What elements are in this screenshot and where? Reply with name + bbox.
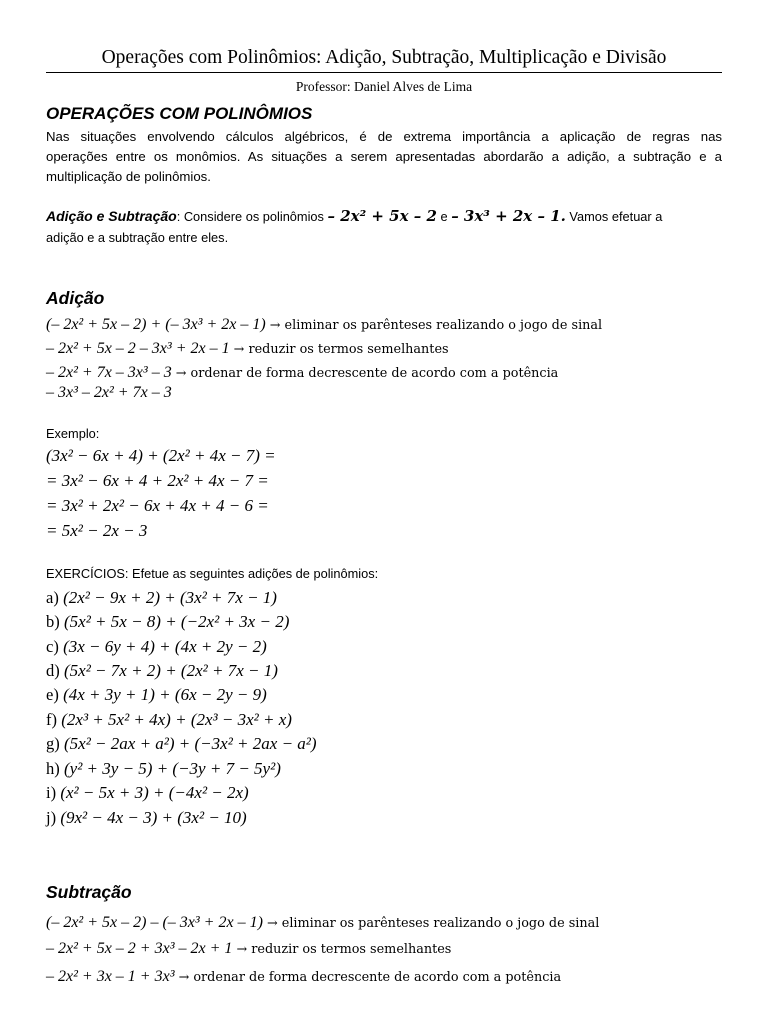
exercise-expression: (3x − 6y + 4) + (4x + 2y − 2) <box>63 637 267 656</box>
step-expression: – 2x² + 7x – 3x³ – 3 <box>46 364 172 381</box>
exercise-item <box>46 734 317 754</box>
step-note: → eliminar os parênteses realizando o jogo de sinal <box>262 916 600 931</box>
addsub-tail: Vamos efetuar a <box>565 209 663 224</box>
subtracao-step <box>46 968 561 986</box>
adicao-step <box>46 364 558 382</box>
exercise-id: i) <box>46 783 57 802</box>
exercise-item <box>46 637 267 657</box>
exercise-expression: (9x² − 4x − 3) + (3x² − 10) <box>60 808 247 827</box>
section-title: OPERAÇÕES COM POLINÔMIOS <box>46 104 313 123</box>
exemplo-line <box>46 521 147 541</box>
step-note: → eliminar os parênteses realizando o jogo de sinal <box>265 318 603 333</box>
addsub-conj: e <box>436 209 452 224</box>
exercise-id: f) <box>46 710 57 729</box>
polynomial-1: – 2x² + 5x – 2 <box>327 207 437 225</box>
exemplo-label: Exemplo: <box>46 426 100 441</box>
exercise-expression: (5x² − 7x + 2) + (2x² + 7x − 1) <box>64 661 278 680</box>
adicao-step <box>46 340 449 358</box>
exercise-id: d) <box>46 661 60 680</box>
exemplo-line <box>46 446 276 466</box>
step-note: → reduzir os termos semelhantes <box>229 342 449 357</box>
exemplo-line <box>46 496 269 516</box>
exercise-id: c) <box>46 637 59 656</box>
intro-line: multiplicação de polinômios. <box>46 169 211 184</box>
exercise-expression: (x² − 5x + 3) + (−4x² − 2x) <box>60 783 249 802</box>
addsub-lead: : Considere os polinômios <box>176 209 328 224</box>
document-title: Operações com Polinômios: Adição, Subtração, Multiplicação e Divisão <box>101 47 667 68</box>
step-expression: – 2x² + 3x – 1 + 3x³ <box>46 968 175 985</box>
step-expression: (– 2x² + 5x – 2) + (– 3x³ + 2x – 1) <box>46 316 266 333</box>
exercise-id: b) <box>46 612 60 631</box>
step-expression: – 2x² + 5x – 2 + 3x³ – 2x + 1 <box>46 940 233 957</box>
step-note: → ordenar de forma decrescente de acordo com a potência <box>174 970 562 985</box>
exercicios-label: EXERCÍCIOS: Efetue as seguintes adições de polinômios: <box>46 566 379 581</box>
step-expression: – 3x³ – 2x² + 7x – 3 <box>46 384 172 401</box>
adicao-step <box>46 316 602 334</box>
exemplo-expression: = 3x² + 2x² − 6x + 4x + 4 − 6 = <box>46 496 269 515</box>
exercise-id: a) <box>46 588 59 607</box>
exercise-item <box>46 588 277 608</box>
exercise-expression: (5x² + 5x − 8) + (−2x² + 3x − 2) <box>64 612 290 631</box>
title-divider <box>46 72 722 73</box>
adicao-step <box>46 384 172 402</box>
exemplo-line <box>46 471 269 491</box>
exercise-item <box>46 783 249 803</box>
exercise-item <box>46 661 278 681</box>
exercise-id: g) <box>46 734 60 753</box>
exercise-item <box>46 612 289 632</box>
exercise-expression: (y² + 3y − 5) + (−3y + 7 − 5y²) <box>64 759 281 778</box>
exemplo-expression: (3x² − 6x + 4) + (2x² + 4x − 7) = <box>46 446 276 465</box>
step-expression: – 2x² + 5x – 2 – 3x³ + 2x – 1 <box>46 340 230 357</box>
addsub-intro <box>46 207 662 225</box>
exercise-id: e) <box>46 685 59 704</box>
exercise-item <box>46 710 292 730</box>
intro-paragraph <box>46 127 722 187</box>
exercise-id: h) <box>46 759 60 778</box>
exemplo-expression: = 5x² − 2x − 3 <box>46 521 148 540</box>
exercise-expression: (2x³ + 5x² + 4x) + (2x³ − 3x² + x) <box>61 710 292 729</box>
intro-line: operações entre os monômios. As situações a serem apresentadas abordarão a adição, a subtração e a <box>46 149 722 164</box>
exercise-id: j) <box>46 808 57 827</box>
exercise-item <box>46 759 281 779</box>
step-note: → ordenar de forma decrescente de acordo com a potência <box>171 366 559 381</box>
subtracao-step <box>46 940 451 958</box>
subtracao-step <box>46 914 599 932</box>
professor-line: Professor: Daniel Alves de Lima <box>295 79 473 94</box>
addsub-label: Adição e Subtração <box>46 208 177 224</box>
polynomial-2: – 3x³ + 2x – 1. <box>451 207 566 225</box>
exercise-item <box>46 808 247 828</box>
exercise-expression: (5x² − 2ax + a²) + (−3x² + 2ax − a²) <box>64 734 317 753</box>
addsub-intro-line2: adição e a subtração entre eles. <box>46 230 229 245</box>
step-expression: (– 2x² + 5x – 2) – (– 3x³ + 2x – 1) <box>46 914 263 931</box>
intro-line: Nas situações envolvendo cálculos algébricos, é de extrema importância a aplicação de regras nas <box>46 129 722 144</box>
exercise-item <box>46 685 267 705</box>
subtracao-heading: Subtração <box>46 882 132 902</box>
adicao-heading: Adição <box>46 288 105 308</box>
exercise-expression: (4x + 3y + 1) + (6x − 2y − 9) <box>63 685 267 704</box>
exemplo-expression: = 3x² − 6x + 4 + 2x² + 4x − 7 = <box>46 471 269 490</box>
step-note: → reduzir os termos semelhantes <box>232 942 452 957</box>
exercise-expression: (2x² − 9x + 2) + (3x² + 7x − 1) <box>63 588 277 607</box>
